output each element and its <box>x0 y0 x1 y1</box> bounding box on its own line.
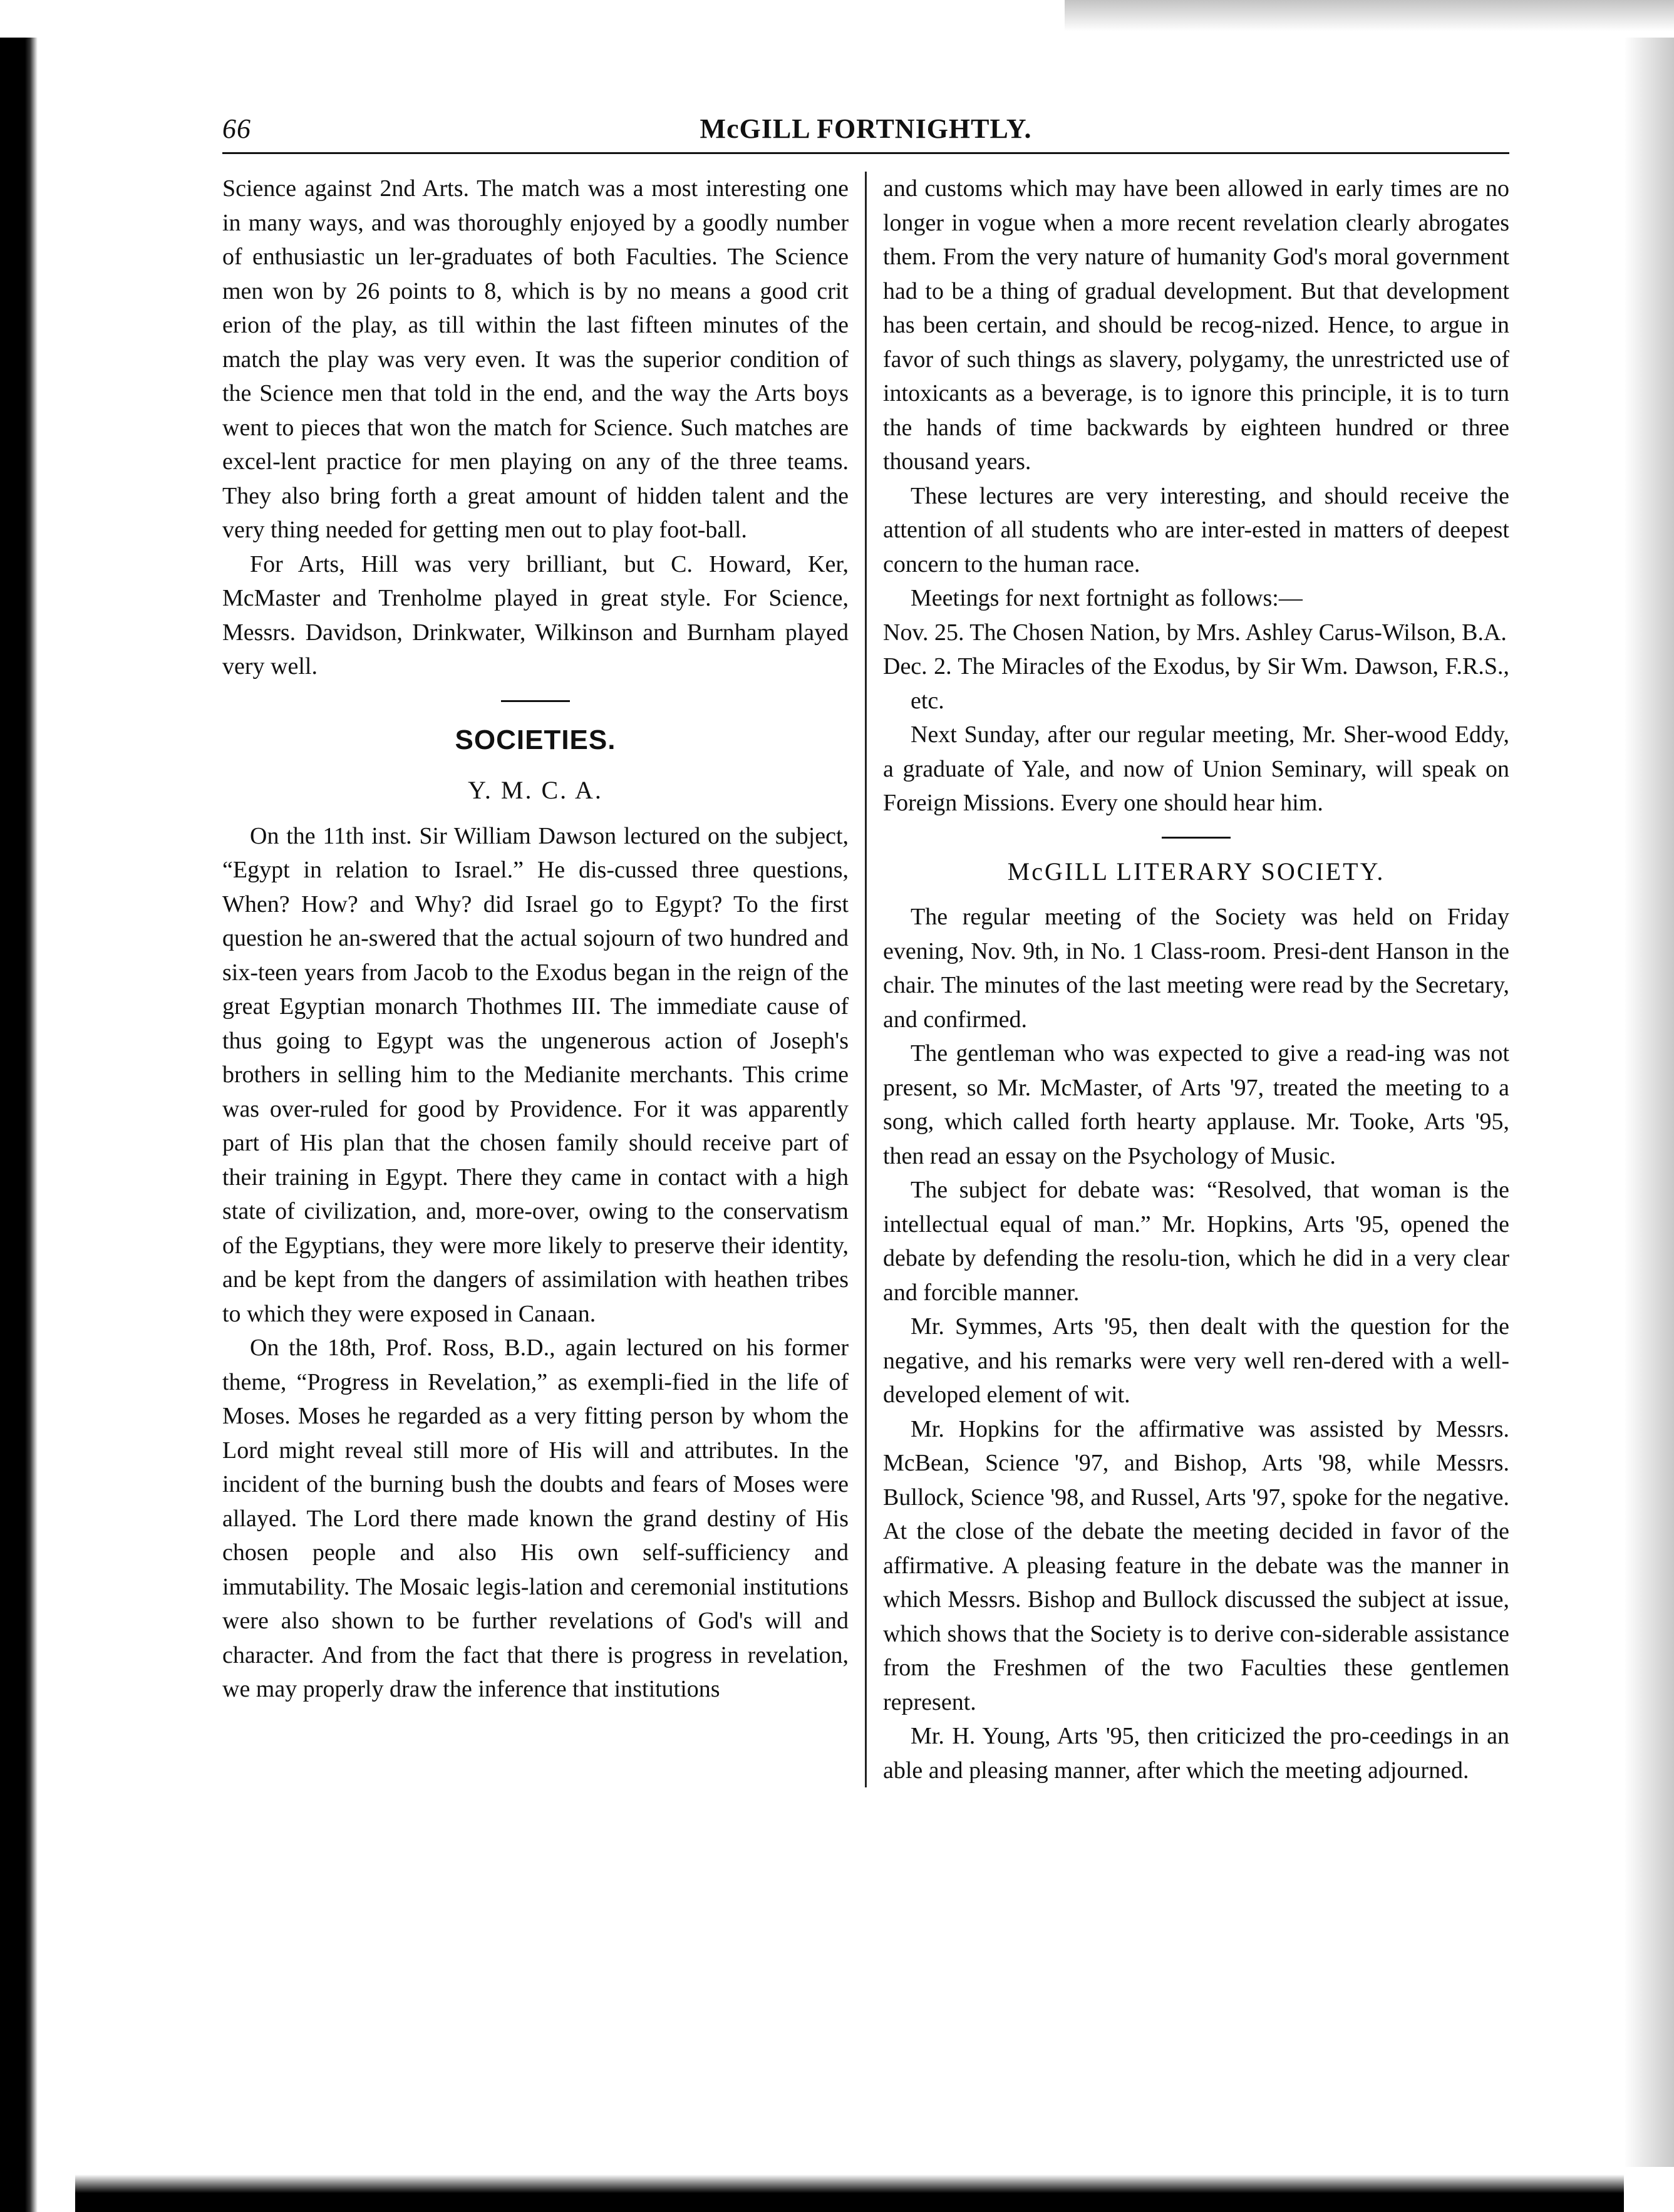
meeting-item-1: Nov. 25. The Chosen Nation, by Mrs. Ashley Carus-Wilson, B.A. <box>883 619 1507 646</box>
ymca-paragraph-1: On the 11th inst. Sir William Dawson lectured on the subject, “Egypt in relation to Israel.” He dis-cussed three questions, When? How? and Why? did Israel go to Egypt? To the first question he an-swered that the actual sojourn of two hundred and six-teen years from Jacob to the Exodus began in the reign of the great Egyptian monarch Thothmes III. The immediate cause of thus going to Egypt was the ungenerous action of Joseph's brothers in selling him to the Medianite merchants. This crime was over-ruled for good by Providence. For it was apparently part of His plan that the chosen family should receive part of their training in Egypt. There they came in contact with a high state of civilization, and, more-over, owing to the conservatism of the Egyptians, they were more likely to preserve their identity, and be kept from the dangers of assimilation with heathen tribes to which they were exposed in Canaan. <box>222 822 849 1327</box>
ymca-paragraph-4: These lectures are very interesting, and should receive the attention of all students who are inter-ested in matters of deepest concern to the human race. <box>883 482 1509 577</box>
page-number: 66 <box>222 113 251 144</box>
text-columns <box>222 172 1509 1787</box>
column-rule <box>865 172 867 1787</box>
scan-shadow-top <box>1065 0 1674 31</box>
ymca-heading: Y. M. C. A. <box>468 776 603 804</box>
scan-shadow-left <box>0 38 38 2212</box>
literary-paragraph-6: Mr. H. Young, Arts '95, then criticized the pro-ceedings in an able and pleasing manner, after which the meeting adjourned. <box>883 1723 1509 1784</box>
football-paragraph-2: For Arts, Hill was very brilliant, but C. Howard, Ker, McMaster and Trenholme played in great style. For Science, Messrs. Davidson, Drinkwater, Wilkinson and Burnham played very well. <box>222 550 849 680</box>
ymca-paragraph-2: On the 18th, Prof. Ross, B.D., again lectured on his former theme, “Progress in Revelation,” as exempli-fied in the life of Moses. Moses he regarded as a very fitting person by whom the Lord might reveal still more of His will and attributes. In the incident of the burning bush the doubts and fears of Moses were allayed. The Lord there made known the grand destiny of His chosen people and also His own self-sufficiency and immutability. The Mosaic legis-lation and ceremonial institutions were also shown to be further revelations of God's will and character. And from the fact that there is progress in revelation, we may properly draw the inference that institutions <box>222 1335 849 1702</box>
right-column <box>883 172 1509 1787</box>
scan-shadow-bottom <box>75 2174 1624 2212</box>
newspaper-page <box>222 113 1509 1787</box>
literary-paragraph-5: Mr. Hopkins for the affirmative was assisted by Messrs. McBean, Science '97, and Bishop, Arts '98, while Messrs. Bullock, Science '98, and Russel, Arts '97, spoke for the negative. At the close of the debate the meeting decided in favor of the affirmative. A pleasing feature in the debate was the manner in which Messrs. Bishop and Bullock discussed the subject at issue, which shows that the Society is to derive con-siderable assistance from the Freshmen of the two Faculties these gentlemen represent. <box>883 1415 1509 1715</box>
publication-title: McGILL FORTNIGHTLY. <box>700 113 1032 144</box>
ymca-paragraph-5: Next Sunday, after our regular meeting, Mr. Sher-wood Eddy, a graduate of Yale, and now of Union Seminary, will speak on Foreign Missions. Every one should hear him. <box>883 721 1509 816</box>
meetings-intro: Meetings for next fortnight as follows:— <box>911 585 1303 611</box>
literary-paragraph-4: Mr. Symmes, Arts '95, then dealt with the question for the negative, and his remarks were very well ren-dered with a well-developed element of wit. <box>883 1313 1509 1408</box>
football-paragraph-1: Science against 2nd Arts. The match was a most interesting one in many ways, and was thoroughly enjoyed by a goodly number of enthusiastic un ler-graduates of both Faculties. The Science men won by 26 points to 8, which is by no means a good crit erion of the play, as till within the last fifteen minutes of the match the play was very even. It was the superior condition of the Science men that told in the end, and the way the Arts boys went to pieces that won the match for Science. Such matches are excel-lent practice for men playing on any of the three teams. They also bring forth a great amount of hidden talent and the very thing needed for getting men out to play foot-ball. <box>222 175 849 543</box>
literary-paragraph-1: The regular meeting of the Society was held on Friday evening, Nov. 9th, in No. 1 Class-room. Presi-dent Hanson in the chair. The minutes of the last meeting were read by the Secretary, and confirmed. <box>883 904 1509 1033</box>
section-divider <box>1162 837 1231 839</box>
page-header <box>222 113 1509 154</box>
left-column <box>222 172 849 1787</box>
ymca-paragraph-3: and customs which may have been allowed in early times are no longer in vogue when a more recent revelation clearly abrogates them. From the very nature of humanity God's moral government had to be a thing of gradual development. But that development has been certain, and should be recog-nized. Hence, to argue in favor of such things as slavery, polygamy, the unrestricted use of intoxicants as a beverage, is to ignore this principle, it is to turn the hands of time backwards by eighteen hundred or three thousand years. <box>883 175 1509 475</box>
scan-shadow-right <box>1624 38 1674 2167</box>
section-divider <box>501 700 570 702</box>
literary-paragraph-2: The gentleman who was expected to give a read-ing was not present, so Mr. McMaster, of Arts '97, treated the meeting to a song, which called forth hearty applause. Mr. Tooke, Arts '95, then read an essay on the Psychology of Music. <box>883 1040 1509 1169</box>
literary-paragraph-3: The subject for debate was: “Resolved, that woman is the intellectual equal of man.” Mr. Hopkins, Arts '95, opened the debate by defending the resolu-tion, which he did in a very clear and forcible manner. <box>883 1177 1509 1306</box>
meeting-item-2: Dec. 2. The Miracles of the Exodus, by Sir Wm. Dawson, F.R.S., etc. <box>883 653 1509 714</box>
literary-society-heading: McGILL LITERARY SOCIETY. <box>1007 857 1385 886</box>
societies-heading: SOCIETIES. <box>455 724 616 755</box>
